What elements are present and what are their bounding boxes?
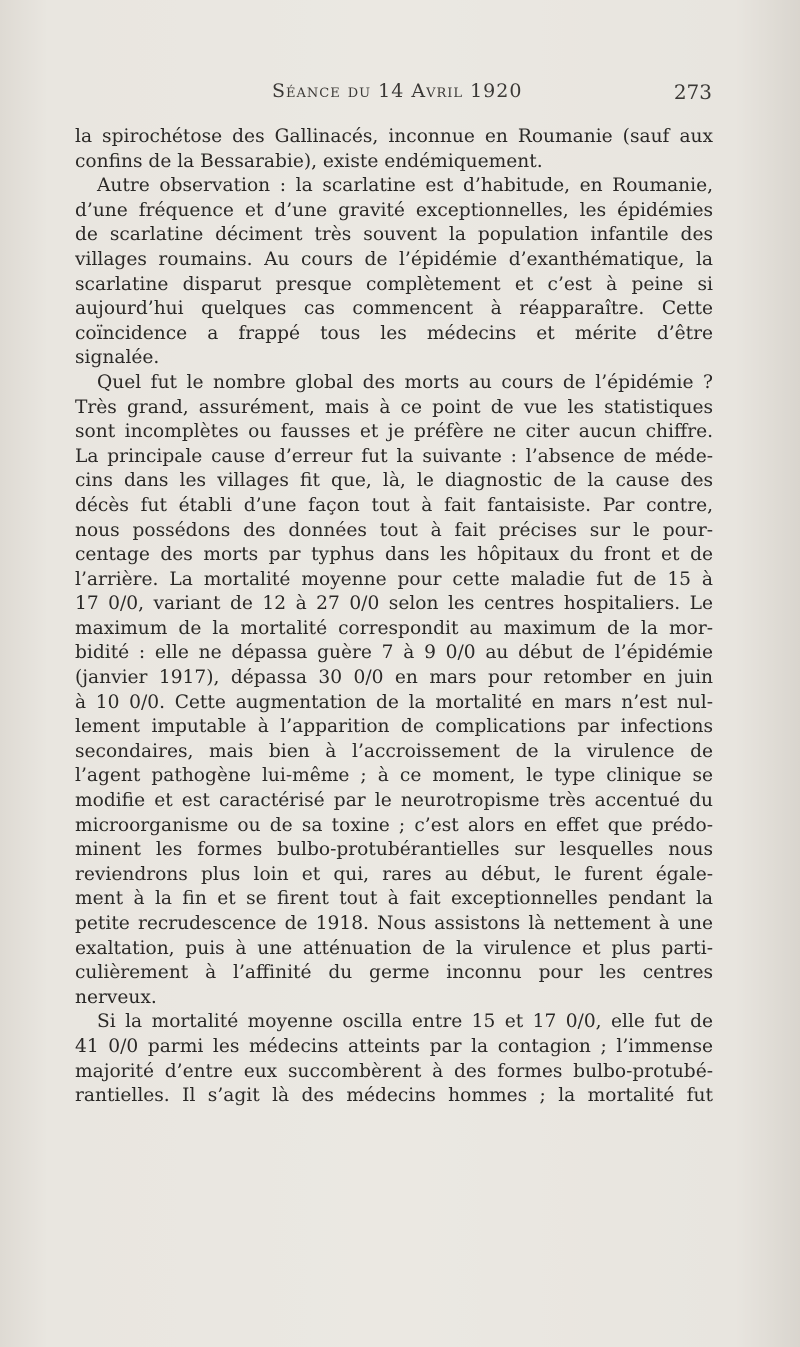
- text-line: d’une fréquence et d’une gravité exceptionnelles, les épidémies: [75, 199, 713, 221]
- text-line: coïncidence a frappé tous les médecins et mérite d’être: [75, 322, 713, 344]
- text-line: à 10 0/0. Cette augmentation de la mortalité en mars n’est nul-: [75, 691, 713, 713]
- text-line: Quel fut le nombre global des morts au cours de l’épidémie ?: [97, 371, 713, 393]
- text-line: ment à la fin et se firent tout à fait exceptionnelles pendant la: [75, 888, 713, 910]
- text-line: l’agent pathogène lui-même ; à ce moment, le type clinique se: [75, 765, 713, 787]
- text-line: petite recrudescence de 1918. Nous assistons là nettement à une: [75, 913, 713, 934]
- text-line: l’arrière. La mortalité moyenne pour cette maladie fut de 15 à: [75, 568, 713, 590]
- text-line: reviendrons plus loin et qui, rares au début, le furent égale-: [75, 863, 713, 885]
- page-number: 273: [673, 80, 712, 104]
- text-line: modifie et est caractérisé par le neurotropisme très accentué du: [75, 790, 713, 812]
- page-header: [80, 80, 712, 110]
- text-line: scarlatine disparut presque complètement et c’est à peine si: [75, 273, 713, 295]
- running-title: Séance du 14 Avril 1920: [272, 80, 523, 102]
- text-line: La principale cause d’erreur fut la suivante : l’absence de méde-: [75, 445, 713, 467]
- text-line: 41 0/0 parmi les médecins atteints par la contagion ; l’immense: [75, 1035, 713, 1057]
- text-line: nous possédons des données tout à fait précises sur le pour-: [75, 519, 713, 541]
- text-line: microorganisme ou de sa toxine ; c’est alors en effet que prédo-: [75, 814, 713, 836]
- text-line: Autre observation : la scarlatine est d’habitude, en Roumanie,: [97, 175, 713, 197]
- text-line: rantielles. Il s’agit là des médecins hommes ; la mortalité fut: [75, 1085, 713, 1107]
- text-line: sont incomplètes ou fausses et je préfère ne citer aucun chiffre.: [75, 421, 713, 443]
- text-line: secondaires, mais bien à l’accroissement de la virulence de: [75, 740, 713, 762]
- text-line: maximum de la mortalité correspondit au maximum de la mor-: [75, 617, 713, 639]
- text-line: confins de la Bessarabie), existe endémiquement.: [75, 150, 543, 172]
- text-line: majorité d’entre eux succombèrent à des formes bulbo-protubé-: [75, 1060, 713, 1082]
- text-line: Très grand, assurément, mais à ce point de vue les statistiques: [75, 396, 713, 418]
- text-line: aujourd’hui quelques cas commencent à réapparaître. Cette: [75, 298, 713, 320]
- text-line: de scarlatine déciment très souvent la population infantile des: [75, 224, 713, 246]
- text-line: centage des morts par typhus dans les hôpitaux du front et de: [75, 544, 713, 566]
- text-line: Si la mortalité moyenne oscilla entre 15 et 17 0/0, elle fut de: [97, 1011, 713, 1033]
- text-line: exaltation, puis à une atténuation de la virulence et plus parti-: [75, 937, 713, 959]
- body-text: [75, 125, 713, 1109]
- text-line: culièrement à l’affinité du germe inconnu pour les centres: [75, 962, 713, 984]
- text-line: la spirochétose des Gallinacés, inconnue en Roumanie (sauf aux: [75, 126, 713, 147]
- text-line: nerveux.: [75, 986, 157, 1008]
- text-line: minent les formes bulbo-protubérantielles sur lesquelles nous: [75, 839, 713, 861]
- text-line: bidité : elle ne dépassa guère 7 à 9 0/0 au début de l’épidémie: [75, 642, 713, 664]
- text-line: cins dans les villages fit que, là, le diagnostic de la cause des: [75, 470, 713, 492]
- text-line: décès fut établi d’une façon tout à fait fantaisiste. Par contre,: [75, 494, 713, 516]
- text-line: signalée.: [75, 347, 160, 369]
- text-line: 17 0/0, variant de 12 à 27 0/0 selon les centres hospitaliers. Le: [75, 593, 713, 615]
- text-line: lement imputable à l’apparition de complications par infections: [75, 716, 713, 738]
- text-line: (janvier 1917), dépassa 30 0/0 en mars pour retomber en juin: [75, 667, 713, 689]
- text-line: villages roumains. Au cours de l’épidémie d’exanthématique, la: [75, 248, 713, 270]
